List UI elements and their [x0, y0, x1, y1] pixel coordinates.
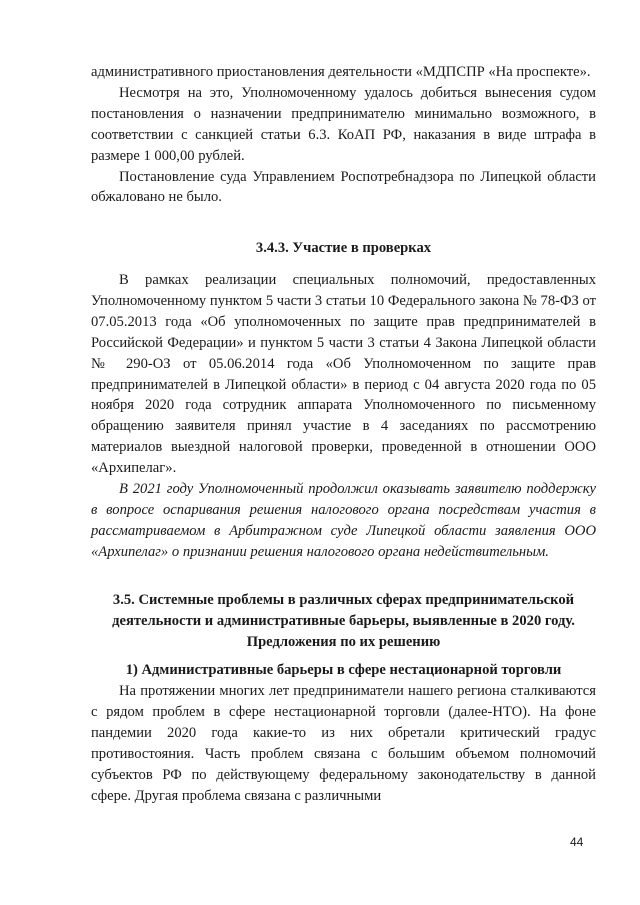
- text-block-middle: [91, 270, 596, 563]
- text-block-top: [91, 62, 596, 208]
- section-heading: 3.5. Системные проблемы в различных сферах предпринимательской деятельности и административные барьеры, выявленные в 2020 году. Предложения по их решению: [112, 592, 575, 650]
- paragraph: Постановление суда Управлением Роспотребнадзора по Липецкой области обжаловано не было.: [91, 168, 596, 206]
- paragraph: Несмотря на это, Уполномоченному удалось добиться вынесения судом постановления о назначении предпринимателю минимально возможного, в соответствии с санкцией статьи 6.3. КоАП РФ, наказания в виде штрафа в размере 1 000,00 рублей.: [91, 84, 596, 164]
- page-number: 44: [570, 835, 584, 849]
- text-block-bottom: [91, 681, 596, 806]
- subsection-heading: 1) Административные барьеры в сфере нестационарной торговли: [125, 662, 562, 678]
- paragraph: административного приостановления деятельности «МДПСПР «На проспекте».: [91, 64, 591, 80]
- section-heading-3-5-wrap: [91, 590, 596, 653]
- paragraph-italic: В 2021 году Уполномоченный продолжил оказывать заявителю поддержку в вопросе оспаривания решения налогового органа посредствам участия в рассматриваемом в Арбитражном суде Липецкой области заявления ООО «Архипелаг» о признании решения налогового органа недействительным.: [91, 481, 596, 560]
- section-heading-3-4-3-wrap: [91, 238, 596, 259]
- subheading-wrap: [91, 660, 596, 681]
- paragraph: На протяжении многих лет предприниматели нашего региона сталкиваются с рядом проблем в сфере нестационарной торговли (далее-НТО). На фоне пандемии 2020 года какие-то из них обретали критический градус противостояния. Часть проблем связана с большим объемом полномочий субъектов РФ по действующему федеральному законодательству в данной сфере. Другая проблема связана с различными: [91, 683, 596, 804]
- paragraph: В рамках реализации специальных полномочий, предоставленных Уполномоченному пунктом 5 части 3 статьи 10 Федерального закона № 78-ФЗ от 07.05.2013 года «Об уполномоченных по защите прав предпринимателей в Российской Федерации» и пунктом 5 части 3 статьи 4 Закона Липецкой области № 290-ОЗ от 05.06.2014 года «Об Уполномоченном по защите прав предпринимателей в Липецкой области» в период с 04 августа 2020 года по 05 ноября 2020 года сотрудник аппарата Уполномоченного по письменному обращению заявителя принял участие в 4 заседаниях по рассмотрению материалов выездной налоговой проверки, проведенной в отношении ООО «Архипелаг».: [91, 272, 596, 477]
- section-heading: 3.4.3. Участие в проверках: [255, 240, 432, 256]
